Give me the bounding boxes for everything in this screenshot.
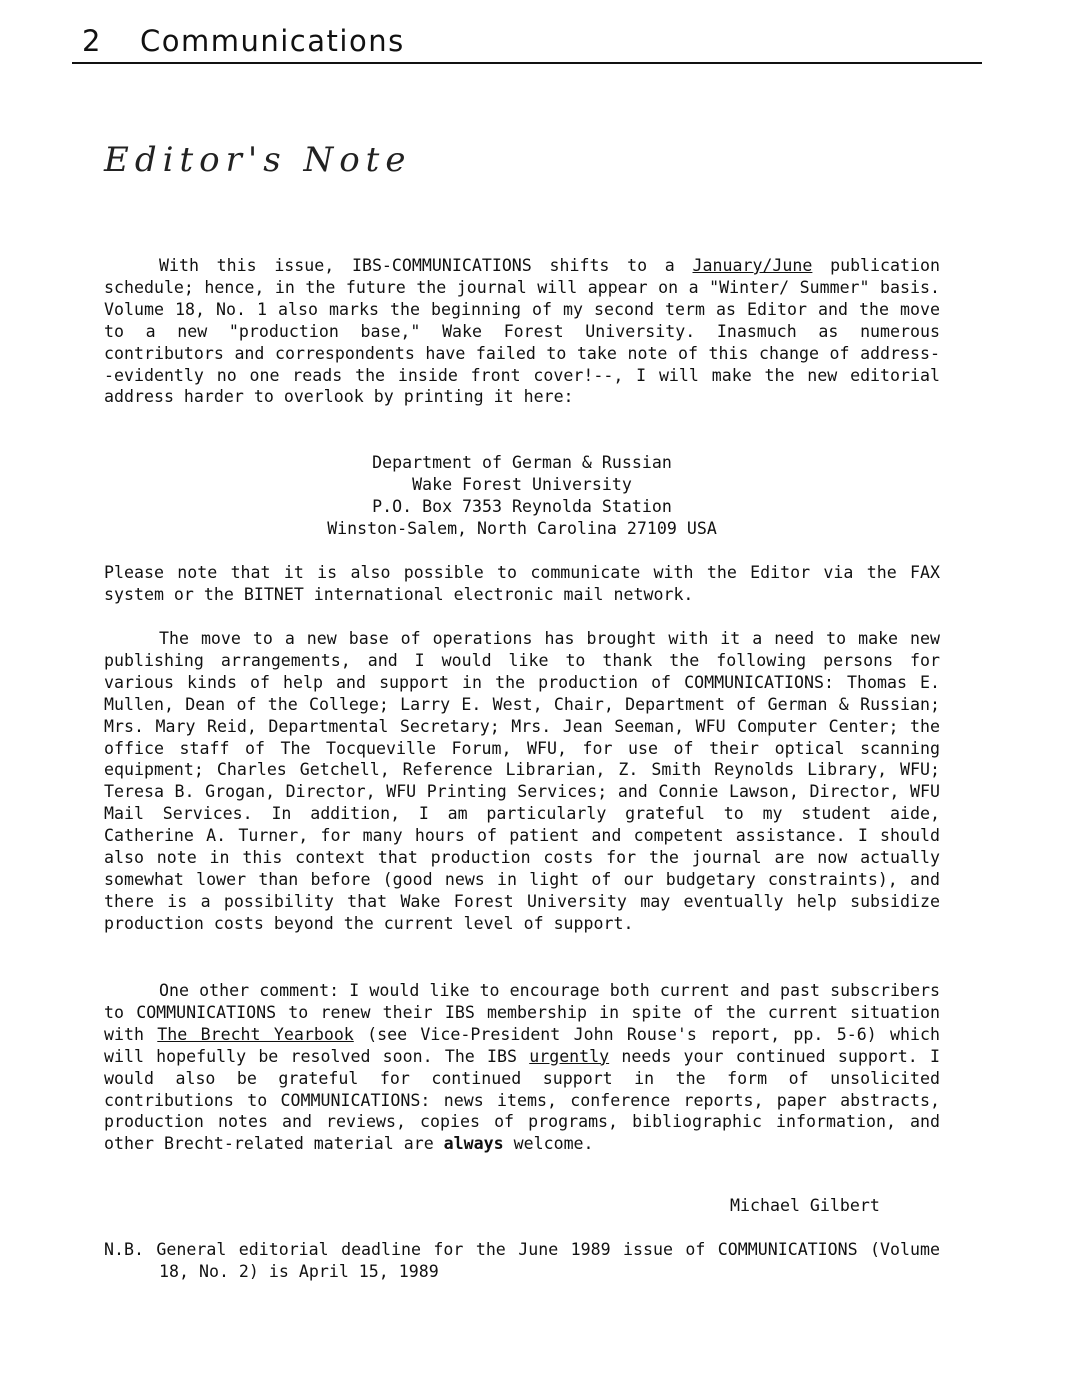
nb-deadline-note: N.B. General editorial deadline for the June 1989 issue of COMMUNICATIONS (Volume 18, No. 2) is April 15, 1989 xyxy=(104,1240,940,1281)
paragraph-4-text-d: welcome. xyxy=(503,1134,594,1154)
paragraph-4-text-a: One other comment: I would like to encourage both current and past subscribers to COMMUNICATIONS to renew their IBS membership in spite of the current situation with xyxy=(104,981,940,1044)
paragraph-4-text-c: needs your continued support. I would also be grateful for continued support in the form of unsolicited contributions to COMMUNICATIONS: news items, conference reports, paper abstracts, production notes and reviews, copies of programs, bibliographic information, and other Brecht-related material are xyxy=(104,1046,940,1154)
paragraph-3: The move to a new base of operations has brought with it a need to make new publishing arrangements, and I would like to thank the following persons for various kinds of help and support in the production of COMMUNICATIONS: Thomas E. Mullen, Dean of the College; Larry E. West, Chair, Department of German & Russian; Mrs. Mary Reid, Departmental Secretary; Mrs. Jean Seeman, WFU Computer Center; the office staff of The Tocqueville Forum, WFU, for use of their optical scanning equipment; Charles Getchell, Reference Librarian, Z. Smith Reynolds Library, WFU; Teresa B. Grogan, Director, WFU Printing Services; and Connie Lawson, Director, WFU Mail Services. In addition, I am particularly grateful to my student aide, Catherine A. Turner, for many hours of patient and competent assistance. I should also note in this context that production costs for the journal are now actually somewhat lower than before (good news in light of our budgetary constraints), and there is a possibility that Wake Forest University may eventually help subsidize production costs beyond the current level of support. xyxy=(104,629,940,933)
address-line-2: Wake Forest University xyxy=(412,474,632,494)
editorial-address xyxy=(104,452,940,540)
paragraph-2: Please note that it is also possible to communicate with the Editor via the FAX system or the BITNET international electronic mail network. xyxy=(104,563,940,604)
paragraph-1 xyxy=(104,255,940,408)
section-name: Communications xyxy=(140,24,405,58)
paragraph-4 xyxy=(104,980,940,1155)
page-title: Editor's Note xyxy=(104,140,412,180)
paragraph-1-text-a: With this issue, IBS-COMMUNICATIONS shifts to a xyxy=(159,256,693,275)
brecht-yearbook-title: The Brecht Yearbook xyxy=(157,1024,354,1044)
paragraph-4-text-b: (see Vice-President John Rouse's report, pp. 5-6) which will hopefully be resolved soon. The IBS xyxy=(104,1024,940,1066)
address-line-1: Department of German & Russian xyxy=(372,453,672,472)
address-line-3: P.O. Box 7353 Reynolda Station xyxy=(372,496,672,516)
paragraph-4-underlined-urgently: urgently xyxy=(529,1046,610,1066)
paragraph-1-text-b: publication schedule; hence, in the future the journal will appear on a "Winter/ Summer" basis. Volume 18, No. 1 also marks the beginning of my second term as Editor and the move to a new "production base," Wake Forest University. Inasmuch as numerous contributors and correspondents have failed to take note of this change of address--evidently no one reads the inside front cover!--, I will make the new editorial address harder to overlook by printing it here: xyxy=(104,256,940,407)
paragraph-4-bold-always: always xyxy=(443,1134,504,1154)
page-number: 2 xyxy=(82,24,102,58)
signature: Michael Gilbert xyxy=(730,1196,880,1215)
address-line-4: Winston-Salem, North Carolina 27109 USA xyxy=(327,518,717,538)
paragraph-1-underlined: January/June xyxy=(692,256,813,275)
running-head xyxy=(72,22,982,64)
